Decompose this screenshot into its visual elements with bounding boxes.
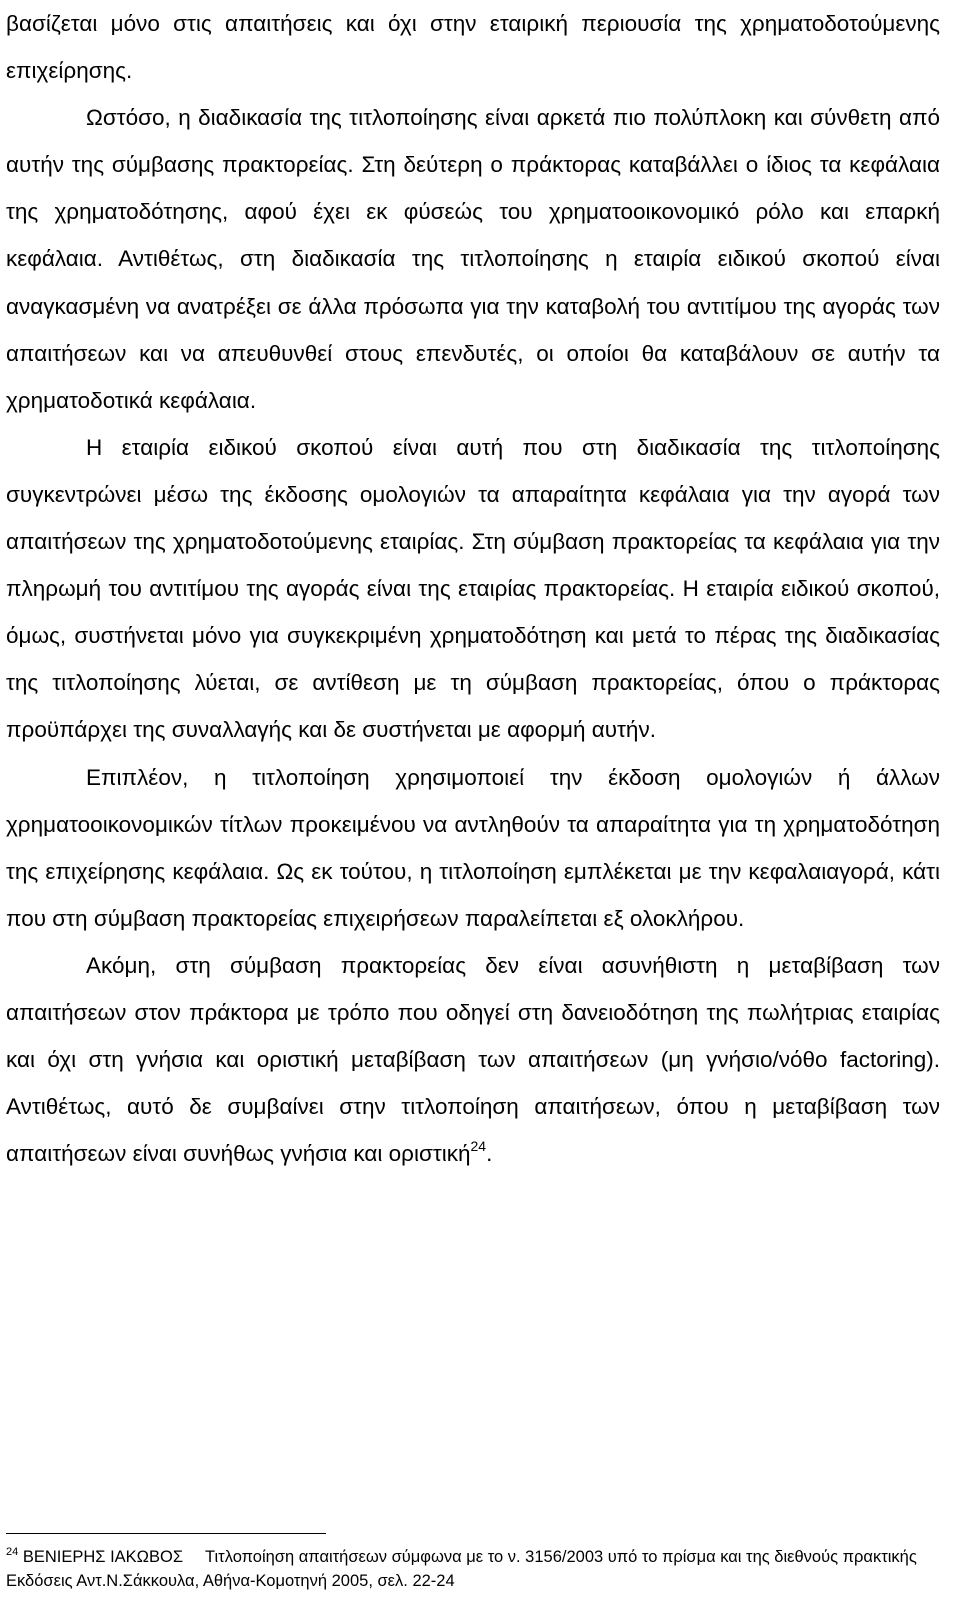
footnote	[6, 1545, 940, 1593]
paragraph-4: Επιπλέον, η τιτλοποίηση χρησιμοποιεί την έκδοση ομολογιών ή άλλων χρηματοοικονομικών τίτλων προκειμένου να αντληθούν τα απαραίτητα για τη χρηματοδότηση της επιχείρησης κεφάλαια. Ως εκ τούτου, η τιτλοποίηση εμπλέκεται με την κεφαλαιαγορά, κάτι που στη σύμβαση πρακτορείας επιχειρήσεων παραλείπεται εξ ολοκλήρου.	[6, 764, 940, 931]
footnote-publisher: Εκδόσεις Αντ.Ν.Σάκκουλα, Αθήνα-Κομοτηνή 2005, σελ. 22-24	[6, 1572, 455, 1590]
paragraph-5	[6, 942, 940, 1177]
footnote-separator	[6, 1533, 326, 1534]
footnote-title: Τιτλοποίηση απαιτήσεων σύμφωνα με το ν. 3156/2003 υπό το πρίσμα και της διεθνούς πρακτικής	[205, 1548, 917, 1566]
footnote-marker: 24	[6, 1546, 19, 1558]
footnote-author: ΒΕΝΙΕΡΗΣ ΙΑΚΩΒΟΣ	[22, 1548, 184, 1566]
paragraph-3: Η εταιρία ειδικού σκοπού είναι αυτή που στη διαδικασία της τιτλοποίησης συγκεντρώνει μέσω της έκδοσης ομολογιών τα απαραίτητα κεφάλαια για την αγορά των απαιτήσεων της χρηματοδοτούμενης εταιρίας. Στη σύμβαση πρακτορείας τα κεφάλαια για την πληρωμή του αντιτίμου της αγοράς είναι της εταιρίας πρακτορείας. Η εταιρία ειδικού σκοπού, όμως, συστήνεται μόνο για συγκεκριμένη χρηματοδότηση και μετά το πέρας της διαδικασίας της τιτλοποίησης λύεται, σε αντίθεση με τη σύμβαση πρακτορείας, όπου ο πράκτορας προϋπάρχει της συναλλαγής και δε συστήνεται με αφορμή αυτήν.	[6, 434, 940, 743]
paragraph-5-text: Ακόμη, στη σύμβαση πρακτορείας δεν είναι ασυνήθιστη η μεταβίβαση των απαιτήσεων στον πράκτορα με τρόπο που οδηγεί στη δανειοδότηση της πωλήτριας εταιρίας και όχι στη γνήσια και οριστική μεταβίβαση των απαιτήσεων (μη γνήσιο/νόθο factoring). Αντιθέτως, αυτό δε συμβαίνει στην τιτλοποίηση απαιτήσεων, όπου η μεταβίβαση των απαιτήσεων είναι συνήθως γνήσια και οριστική	[6, 952, 940, 1167]
paragraph-5-end: .	[486, 1141, 493, 1167]
paragraph-1: βασίζεται μόνο στις απαιτήσεις και όχι στην εταιρική περιουσία της χρηματοδοτούμενης επιχείρησης.	[6, 11, 940, 84]
paragraph-2: Ωστόσο, η διαδικασία της τιτλοποίησης είναι αρκετά πιο πολύπλοκη και σύνθετη από αυτήν της σύμβασης πρακτορείας. Στη δεύτερη ο πράκτορας καταβάλλει ο ίδιος τα κεφάλαια της χρηματοδότησης, αφού έχει εκ φύσεώς του χρηματοοικονομικό ρόλο και επαρκή κεφάλαια. Αντιθέτως, στη διαδικασία της τιτλοποίησης η εταιρία ειδικού σκοπού είναι αναγκασμένη να ανατρέξει σε άλλα πρόσωπα για την καταβολή του αντιτίμου της αγοράς των απαιτήσεων και να απευθυνθεί στους επενδυτές, οι οποίοι θα καταβάλουν σε αυτήν τα χρηματοδοτικά κεφάλαια.	[6, 105, 940, 413]
body-text	[6, 0, 940, 1177]
footnote-reference[interactable]: 24	[470, 1138, 487, 1155]
